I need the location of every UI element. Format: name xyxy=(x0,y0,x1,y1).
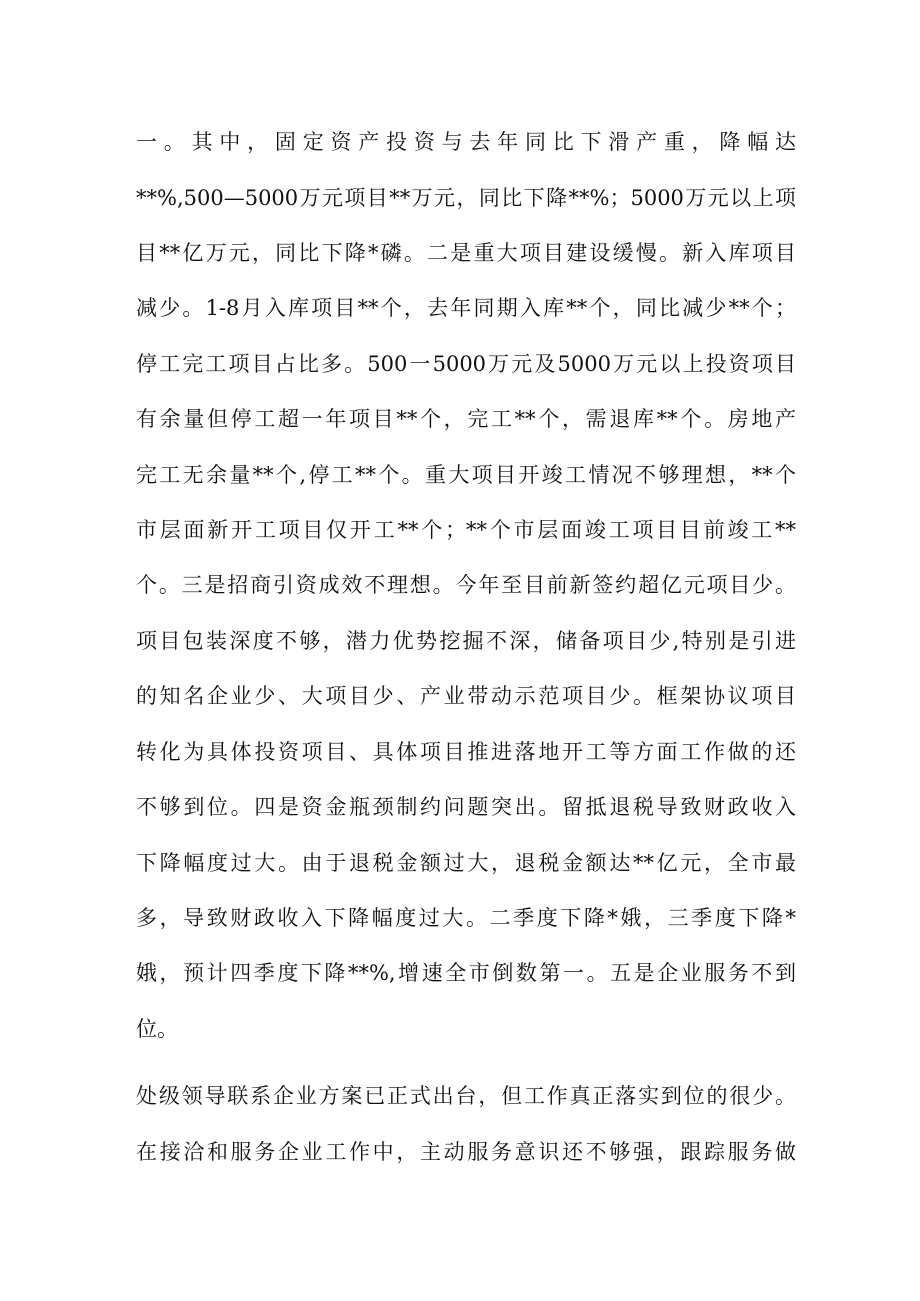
text-line: 项目包装深度不够，潜力优势挖掘不深，储备项目少,特别是引进 xyxy=(136,629,796,653)
text-line: 有余量但停工超一年项目**个，完工**个，需退库**个。房地产 xyxy=(136,407,796,431)
text-line: 处级领导联系企业方案已正式出台，但工作真正落实到位的很少。 xyxy=(136,1084,796,1108)
text-line: 在接洽和服务企业工作中，主动服务意识还不够强，跟踪服务做 xyxy=(136,1140,796,1164)
text-line: 一。其中，固定资产投资与去年同比下滑产重，降幅达 xyxy=(136,130,796,154)
text-line: 目**亿万元，同比下降*磷。二是重大项目建设缓慢。新入库项目 xyxy=(136,241,796,265)
text-line: 转化为具体投资项目、具体项目推进落地开工等方面工作做的还 xyxy=(136,740,796,764)
text-line: 市层面新开工项目仅开工**个；**个市层面竣工项目目前竣工** xyxy=(136,518,796,542)
text-line: 娥，预计四季度下降**%,增速全市倒数第一。五是企业服务不到 xyxy=(136,961,796,985)
text-line: 不够到位。四是资金瓶颈制约问题突出。留抵退税导致财政收入 xyxy=(136,795,796,819)
text-line: **%,500—5000万元项目**万元，同比下降**%；5000万元以上项 xyxy=(136,186,796,210)
text-line: 的知名企业少、大项目少、产业带动示范项目少。框架协议项目 xyxy=(136,684,796,708)
text-line: 位。 xyxy=(136,1017,178,1041)
text-line: 停工完工项目占比多。500一5000万元及5000万元以上投资项目 xyxy=(136,352,796,376)
text-line: 下降幅度过大。由于退税金额过大，退税金额达**亿元，全市最 xyxy=(136,851,796,875)
text-line: 完工无余量**个,停工**个。重大项目开竣工情况不够理想，**个 xyxy=(136,463,796,487)
text-line: 多，导致财政收入下降幅度过大。二季度下降*娥，三季度下降* xyxy=(136,906,796,930)
text-line: 减少。1-8月入库项目**个，去年同期入库**个，同比减少**个； xyxy=(136,296,796,320)
text-line: 个。三是招商引资成效不理想。今年至目前新签约超亿元项目少。 xyxy=(136,573,796,597)
